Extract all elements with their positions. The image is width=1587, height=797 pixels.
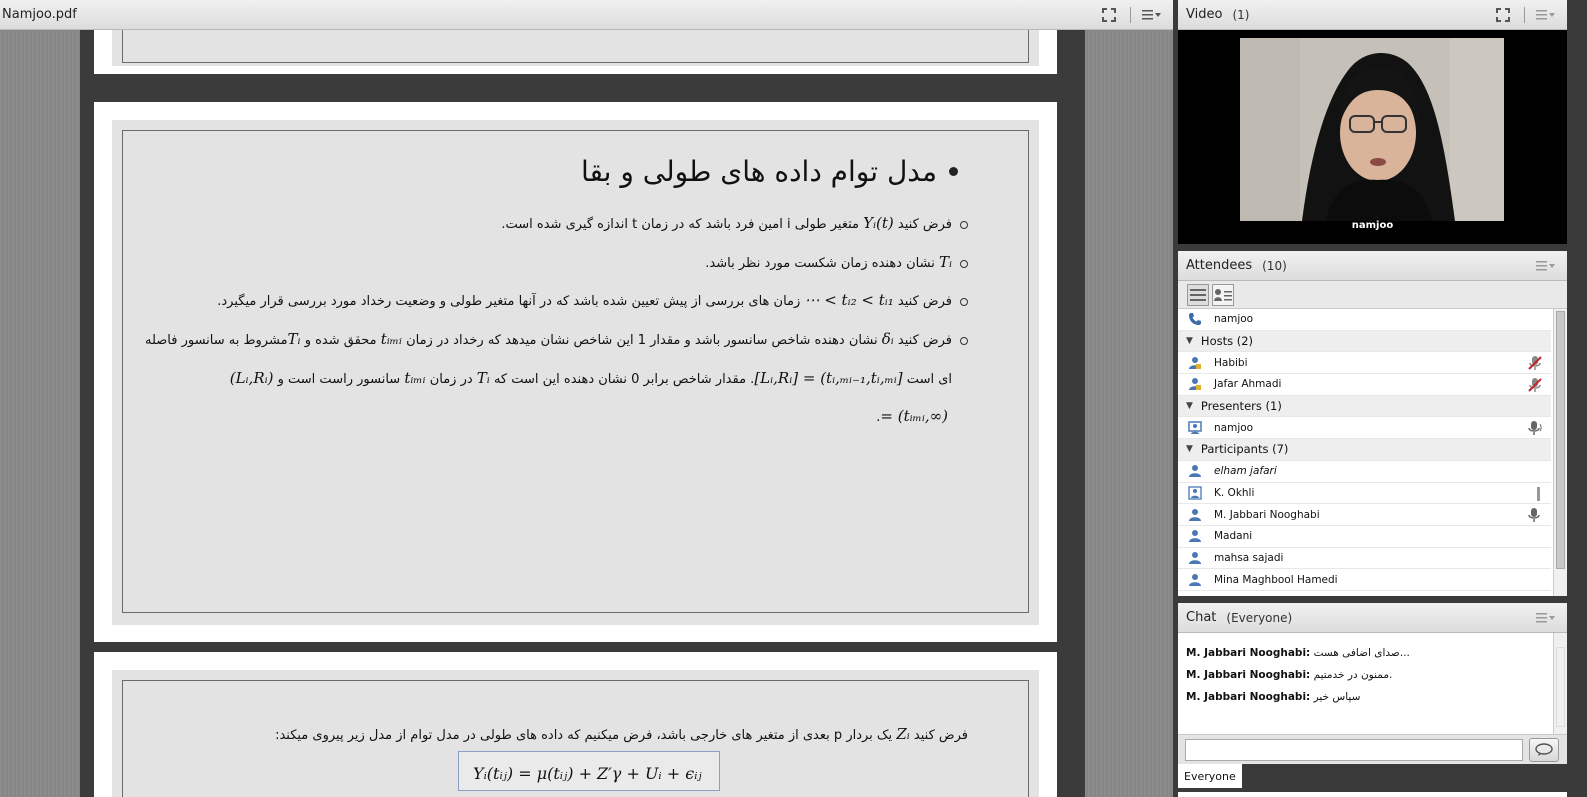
attendee-name: Habibi: [1214, 356, 1248, 369]
attendee-status-view-button[interactable]: [1212, 284, 1234, 306]
section-label: Presenters (1): [1200, 399, 1282, 414]
math-expression: δᵢ: [881, 330, 894, 348]
bullet-text: زمان های بررسی از پیش تعیین شده باشد که در آنها متغیر طولی و وضعیت رخداد مورد بررسی قرار میگیرد.: [217, 294, 805, 309]
document-pod-titlebar: [0, 0, 1173, 30]
fullscreen-icon: [1495, 7, 1511, 23]
mic-muted-icon[interactable]: [1527, 377, 1543, 393]
webcam-video[interactable]: [1240, 38, 1504, 221]
equation-box: Yᵢ(tᵢⱼ) = μ(tᵢⱼ) + Z′γ + Uᵢ + ϵᵢⱼ: [458, 751, 720, 791]
attendees-pod-titlebar: [1178, 251, 1567, 281]
circle-bullet-icon: [960, 221, 968, 229]
bullet-line-4-cont: [230, 369, 952, 387]
math-expression: tᵢₘᵢ: [380, 330, 402, 348]
slide-frame-next: [122, 680, 1029, 797]
participant-user-icon: [1188, 529, 1202, 543]
circle-bullet-icon: [960, 298, 968, 306]
video-options-button[interactable]: [1535, 5, 1557, 25]
math-expression: = (tᵢₘᵢ,∞): [880, 407, 948, 425]
attendee-row-host[interactable]: [1178, 374, 1551, 396]
attendees-options-button[interactable]: [1535, 256, 1557, 276]
bullet-line-4: [145, 330, 968, 348]
chat-sender: M. Jabbari Nooghabi:: [1186, 691, 1311, 703]
chat-text: صدای اضافی هست...: [1313, 647, 1410, 659]
participant-user-icon: [1188, 551, 1202, 565]
bullet-text: در زمان: [425, 372, 477, 387]
bullet-text: . مقدار شاخص برابر 0 نشان دهنده این است که: [489, 372, 755, 387]
chat-pod: [1178, 603, 1567, 797]
scrollbar-track[interactable]: [1556, 647, 1565, 727]
presenter-user-icon: [1188, 421, 1202, 435]
attendee-name: mahsa sajadi: [1214, 551, 1284, 564]
document-viewer[interactable]: [0, 30, 1173, 797]
mic-active-icon[interactable]: [1527, 507, 1543, 523]
chat-tab-everyone[interactable]: Everyone: [1178, 764, 1242, 788]
bullet-text: مشروط به سانسور فاصله: [144, 333, 288, 348]
circle-bullet-icon: [960, 260, 968, 268]
bullet-text: فرض کنید: [893, 294, 952, 309]
attendee-scrollbar[interactable]: [1553, 309, 1567, 596]
chat-input-bar: [1178, 734, 1567, 764]
participant-device-icon: [1188, 486, 1202, 500]
status-bar-icon: [1527, 486, 1543, 502]
attendee-name: elham jafari: [1214, 465, 1277, 478]
chat-text: سپاس خیر: [1313, 691, 1361, 703]
attendee-name: namjoo: [1214, 421, 1254, 434]
chat-sender: M. Jabbari Nooghabi:: [1186, 647, 1311, 659]
video-participant-name: namjoo: [1351, 220, 1394, 231]
phone-attendee-row[interactable]: [1178, 309, 1551, 331]
attendee-row-participant[interactable]: [1178, 504, 1551, 526]
attendee-name: Mina Maghbool Hamedi: [1214, 573, 1338, 586]
chat-message: [1186, 669, 1551, 691]
video-fullscreen-button[interactable]: [1492, 5, 1514, 25]
pdf-page-current: [94, 102, 1057, 642]
attendee-row-participant[interactable]: [1178, 569, 1551, 591]
video-count: (1): [1232, 7, 1250, 22]
circle-bullet-icon: [960, 337, 968, 345]
host-user-icon: [1188, 377, 1202, 391]
slide-heading: [581, 155, 958, 188]
chat-pod-title: Chat: [1186, 610, 1217, 625]
math-expression: Tᵢ: [287, 330, 301, 348]
pdf-page-next: [94, 652, 1057, 797]
chat-options-button[interactable]: [1535, 608, 1557, 628]
slide-frame-previous: [122, 30, 1029, 63]
math-expression: Tᵢ: [476, 369, 490, 387]
toolbar-separator: [1130, 7, 1131, 23]
attendees-pod: [1178, 251, 1567, 596]
bullet-text: ای است: [902, 372, 952, 387]
math-expression: (Lᵢ,Rᵢ): [229, 369, 274, 387]
hosts-section-header[interactable]: [1178, 331, 1551, 353]
attendee-row-participant[interactable]: [1178, 483, 1551, 505]
chat-scrollbar[interactable]: [1553, 633, 1567, 734]
bullet-icon: [949, 167, 958, 176]
slide-previous: [112, 30, 1039, 66]
chat-text: ممنون در خدمتیم.: [1313, 669, 1393, 681]
person-list-icon: [1214, 288, 1232, 302]
chat-pod-titlebar: [1178, 603, 1567, 633]
attendees-count: (10): [1262, 258, 1287, 273]
video-pod-titlebar: [1178, 0, 1567, 30]
bullet-text: محقق شده و: [300, 333, 381, 348]
bullet-line-3: [217, 291, 968, 309]
attendees-view-toolbar: [1178, 281, 1567, 309]
slide-heading-text: مدل توام داده های طولی و بقا: [580, 155, 937, 188]
math-expression: Yᵢ(t): [863, 214, 894, 232]
bullet-text: فرض کنید: [893, 217, 952, 232]
attendee-list[interactable]: [1178, 309, 1551, 596]
chat-message: [1186, 647, 1551, 669]
chat-messages[interactable]: [1178, 633, 1551, 734]
section-label: Participants (7): [1200, 442, 1289, 457]
host-user-icon: [1188, 356, 1202, 370]
math-expression: Zᵢ: [896, 725, 910, 743]
collapse-triangle-icon: ▼: [1186, 444, 1193, 455]
chat-scope: (Everyone): [1226, 610, 1293, 625]
document-title: Namjoo.pdf: [2, 7, 77, 22]
attendees-pod-title: Attendees: [1186, 258, 1253, 273]
participants-section-header[interactable]: [1178, 439, 1551, 461]
speech-bubble-icon: [1535, 743, 1553, 757]
fullscreen-icon: [1101, 7, 1117, 23]
attendee-row-participant[interactable]: [1178, 526, 1551, 548]
chat-tab-bar: [1178, 764, 1567, 792]
collapse-triangle-icon: ▼: [1186, 336, 1193, 347]
bullet-text: نشان دهنده زمان شکست مورد نظر باشد.: [705, 256, 939, 271]
attendee-row-presenter[interactable]: [1178, 417, 1551, 439]
fullscreen-button[interactable]: [1098, 5, 1120, 25]
pdf-page-previous: [94, 30, 1057, 74]
attendee-name: Jafar Ahmadi: [1214, 378, 1282, 391]
collapse-triangle-icon: ▼: [1186, 401, 1193, 412]
chat-sender: M. Jabbari Nooghabi:: [1186, 669, 1311, 681]
send-message-button[interactable]: [1529, 738, 1559, 762]
chat-input[interactable]: [1185, 739, 1523, 761]
participant-user-icon: [1188, 464, 1202, 478]
attendee-name: Madani: [1214, 530, 1253, 543]
menu-icon: [1536, 9, 1556, 21]
attendee-name: M. Jabbari Nooghabi: [1214, 508, 1320, 521]
slide-frame: [122, 130, 1029, 613]
math-expression: tᵢₘᵢ: [404, 369, 426, 387]
toolbar-separator: [1524, 7, 1525, 23]
slide-current: [112, 120, 1039, 625]
list-view-icon: [1190, 288, 1206, 302]
math-expression: ⋯ < tᵢ₂ < tᵢ₁: [804, 291, 894, 309]
bullet-text: نشان دهنده شاخص سانسور باشد و مقدار 1 این شاخص نشان میدهد که رخداد در زمان: [401, 333, 882, 348]
video-pod-title: Video: [1186, 7, 1223, 22]
math-expression: Tᵢ: [938, 253, 952, 271]
bullet-line-1: [501, 214, 968, 232]
participant-user-icon: [1188, 573, 1202, 587]
chat-message: [1186, 691, 1551, 713]
participant-user-icon: [1188, 508, 1202, 522]
mic-muted-icon[interactable]: [1527, 355, 1543, 371]
attendee-row-host[interactable]: [1178, 352, 1551, 374]
math-expression: [Lᵢ,Rᵢ] = (tᵢ,ₘᵢ₋₁,tᵢ,ₘᵢ]: [754, 369, 903, 387]
menu-icon: [1142, 9, 1162, 21]
bullet-text: .: [876, 410, 881, 425]
section-label: Hosts (2): [1200, 334, 1254, 349]
attendee-row-participant[interactable]: [1178, 461, 1551, 483]
list-view-button[interactable]: [1187, 284, 1209, 306]
bullet-line-4-end: [876, 407, 948, 425]
bullet-text: فرض کنید: [893, 333, 952, 348]
presenters-section-header[interactable]: [1178, 396, 1551, 418]
mic-active-icon[interactable]: [1527, 420, 1543, 436]
menu-icon: [1536, 612, 1556, 624]
attendee-row-participant[interactable]: [1178, 548, 1551, 570]
menu-icon: [1536, 260, 1556, 272]
scrollbar-thumb[interactable]: [1556, 311, 1565, 569]
video-pod: [1178, 0, 1567, 244]
bullet-line-2: [705, 253, 968, 271]
bullet-text: متغیر طولی i امین فرد باشد که در زمان t اندازه گیری شده است.: [501, 217, 864, 232]
attendee-name: namjoo: [1214, 313, 1254, 326]
attendee-name: K. Okhli: [1214, 486, 1255, 499]
bullet-text: یک بردار p بعدی از متغیر های خارجی باشد، فرض میکنیم که داده های طولی در مدل توام از مدل زیر پیروی میکند:: [275, 728, 897, 743]
pod-options-button[interactable]: [1141, 5, 1163, 25]
bullet-text: سانسور راست است و: [273, 372, 405, 387]
slide2-text-line: [275, 725, 968, 743]
person-video-image: [1240, 38, 1504, 221]
slide-next: [112, 670, 1039, 797]
right-column: [1173, 0, 1587, 797]
bullet-text: فرض کنید: [909, 728, 968, 743]
phone-icon: [1188, 312, 1202, 326]
